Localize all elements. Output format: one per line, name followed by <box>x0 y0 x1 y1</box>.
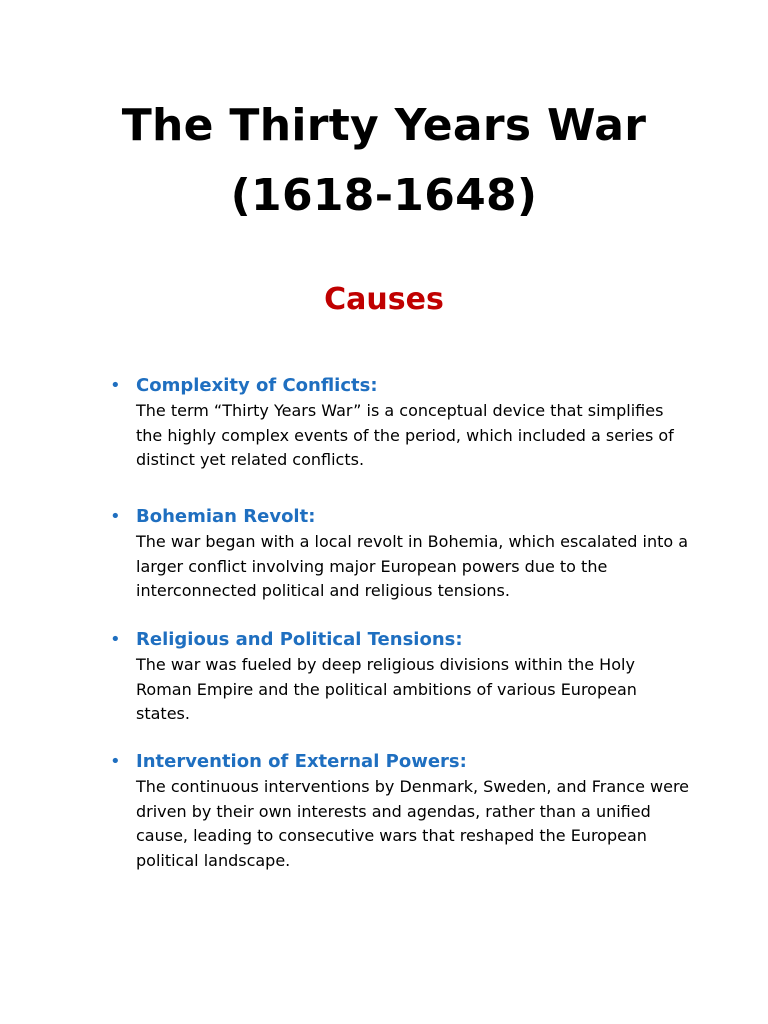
cause-heading: Bohemian Revolt: <box>136 506 316 527</box>
bullet-icon: • <box>110 375 121 396</box>
bullet-icon: • <box>110 629 121 650</box>
cause-item-religious-political <box>110 628 690 727</box>
cause-item-bohemian-revolt <box>110 505 690 604</box>
cause-heading: Intervention of External Powers: <box>136 751 467 772</box>
cause-item-external-powers <box>110 750 690 873</box>
cause-description: The war was fueled by deep religious divisions within the Holy Roman Empire and the political ambitions of various European states. <box>136 655 637 723</box>
bullet-icon: • <box>110 751 121 772</box>
cause-item-complexity <box>110 374 690 473</box>
section-heading-causes: Causes <box>324 282 444 317</box>
cause-description: The continuous interventions by Denmark, Sweden, and France were driven by their own interests and agendas, rather than a unified cause, leading to consecutive wars that reshaped the European political landscape. <box>136 777 690 870</box>
document-title-line-2: (1618-1648) <box>230 170 538 221</box>
document-title-line-1: The Thirty Years War <box>121 100 647 151</box>
cause-description: The war began with a local revolt in Bohemia, which escalated into a larger conflict involving major European powers due to the interconnected political and religious tensions. <box>136 532 689 600</box>
cause-heading: Complexity of Conflicts: <box>136 375 378 396</box>
bullet-icon: • <box>110 506 121 527</box>
cause-description: The term “Thirty Years War” is a conceptual device that simplifies the highly complex events of the period, which included a series of distinct yet related conflicts. <box>136 401 674 469</box>
cause-heading: Religious and Political Tensions: <box>136 629 463 650</box>
